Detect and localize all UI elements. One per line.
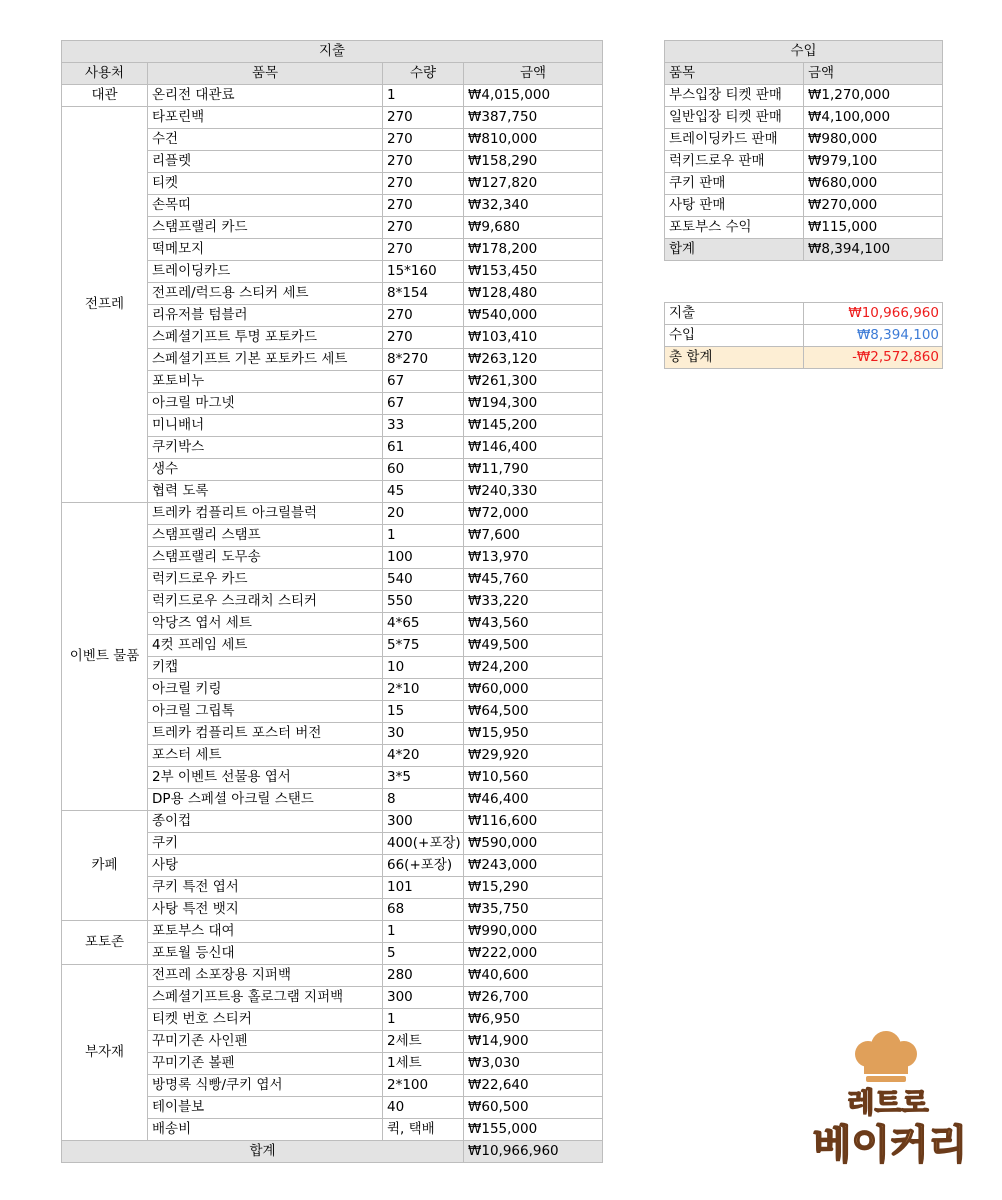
item-cell: 트레이딩카드 bbox=[148, 261, 383, 283]
amount-cell: ₩11,790 bbox=[464, 459, 603, 481]
qty-cell: 280 bbox=[383, 965, 464, 987]
amount-cell: ₩15,950 bbox=[464, 723, 603, 745]
qty-cell: 68 bbox=[383, 899, 464, 921]
qty-cell: 300 bbox=[383, 811, 464, 833]
qty-cell: 540 bbox=[383, 569, 464, 591]
amount-cell: ₩158,290 bbox=[464, 151, 603, 173]
item-cell: 쿠키박스 bbox=[148, 437, 383, 459]
amount-cell: ₩15,290 bbox=[464, 877, 603, 899]
income-amount-cell: ₩980,000 bbox=[804, 129, 943, 151]
amount-cell: ₩145,200 bbox=[464, 415, 603, 437]
item-cell: 티켓 번호 스티커 bbox=[148, 1009, 383, 1031]
qty-cell: 5 bbox=[383, 943, 464, 965]
income-total-amount: ₩8,394,100 bbox=[804, 239, 943, 261]
income-amount-cell: ₩979,100 bbox=[804, 151, 943, 173]
item-cell: 포토부스 대여 bbox=[148, 921, 383, 943]
income-amount-cell: ₩680,000 bbox=[804, 173, 943, 195]
summary-expense-value: ₩10,966,960 bbox=[804, 303, 943, 325]
item-cell: 꾸미기존 사인펜 bbox=[148, 1031, 383, 1053]
header-usage: 사용처 bbox=[62, 63, 148, 85]
table-row bbox=[665, 129, 943, 151]
qty-cell: 101 bbox=[383, 877, 464, 899]
logo-line2: 베이커리 bbox=[812, 1122, 968, 1168]
qty-cell: 300 bbox=[383, 987, 464, 1009]
item-cell: 사탕 특전 뱃지 bbox=[148, 899, 383, 921]
income-item-cell: 일반입장 티켓 판매 bbox=[665, 107, 804, 129]
item-cell: 스페셜기프트 기본 포토카드 세트 bbox=[148, 349, 383, 371]
item-cell: 트레카 컴플리트 아크릴블럭 bbox=[148, 503, 383, 525]
expense-total-label: 합계 bbox=[62, 1141, 464, 1163]
category-cell: 대관 bbox=[62, 85, 148, 107]
qty-cell: 45 bbox=[383, 481, 464, 503]
amount-cell: ₩22,640 bbox=[464, 1075, 603, 1097]
expense-table bbox=[61, 40, 603, 1163]
qty-cell: 1 bbox=[383, 85, 464, 107]
qty-cell: 퀵, 택배 bbox=[383, 1119, 464, 1141]
qty-cell: 1 bbox=[383, 921, 464, 943]
amount-cell: ₩153,450 bbox=[464, 261, 603, 283]
category-cell: 부자재 bbox=[62, 965, 148, 1141]
amount-cell: ₩155,000 bbox=[464, 1119, 603, 1141]
summary-total-label: 총 합계 bbox=[665, 347, 804, 369]
qty-cell: 60 bbox=[383, 459, 464, 481]
amount-cell: ₩45,760 bbox=[464, 569, 603, 591]
item-cell: 2부 이벤트 선물용 엽서 bbox=[148, 767, 383, 789]
bakery-logo bbox=[800, 1030, 980, 1170]
item-cell: 포토월 등신대 bbox=[148, 943, 383, 965]
amount-cell: ₩261,300 bbox=[464, 371, 603, 393]
income-title: 수입 bbox=[665, 41, 943, 63]
amount-cell: ₩10,560 bbox=[464, 767, 603, 789]
qty-cell: 270 bbox=[383, 305, 464, 327]
expense-title: 지출 bbox=[62, 41, 603, 63]
income-header-amount: 금액 bbox=[804, 63, 943, 85]
item-cell: 티켓 bbox=[148, 173, 383, 195]
item-cell: 꾸미기존 볼펜 bbox=[148, 1053, 383, 1075]
amount-cell: ₩4,015,000 bbox=[464, 85, 603, 107]
item-cell: 스페셜기프트용 홀로그램 지퍼백 bbox=[148, 987, 383, 1009]
amount-cell: ₩103,410 bbox=[464, 327, 603, 349]
amount-cell: ₩3,030 bbox=[464, 1053, 603, 1075]
table-row bbox=[62, 811, 603, 833]
qty-cell: 67 bbox=[383, 393, 464, 415]
qty-cell: 20 bbox=[383, 503, 464, 525]
amount-cell: ₩194,300 bbox=[464, 393, 603, 415]
amount-cell: ₩13,970 bbox=[464, 547, 603, 569]
summary-expense-label: 지출 bbox=[665, 303, 804, 325]
summary-income-label: 수입 bbox=[665, 325, 804, 347]
income-item-cell: 럭키드로우 판매 bbox=[665, 151, 804, 173]
qty-cell: 15 bbox=[383, 701, 464, 723]
qty-cell: 1 bbox=[383, 525, 464, 547]
item-cell: 생수 bbox=[148, 459, 383, 481]
income-table bbox=[664, 40, 943, 261]
qty-cell: 8 bbox=[383, 789, 464, 811]
amount-cell: ₩46,400 bbox=[464, 789, 603, 811]
amount-cell: ₩60,000 bbox=[464, 679, 603, 701]
qty-cell: 100 bbox=[383, 547, 464, 569]
qty-cell: 400(+포장) bbox=[383, 833, 464, 855]
item-cell: 리유저블 텀블러 bbox=[148, 305, 383, 327]
amount-cell: ₩116,600 bbox=[464, 811, 603, 833]
qty-cell: 66(+포장) bbox=[383, 855, 464, 877]
item-cell: 사탕 bbox=[148, 855, 383, 877]
qty-cell: 270 bbox=[383, 217, 464, 239]
income-item-cell: 부스입장 티켓 판매 bbox=[665, 85, 804, 107]
item-cell: 럭키드로우 스크래치 스티커 bbox=[148, 591, 383, 613]
income-item-cell: 포토부스 수익 bbox=[665, 217, 804, 239]
amount-cell: ₩43,560 bbox=[464, 613, 603, 635]
header-qty: 수량 bbox=[383, 63, 464, 85]
item-cell: 쿠키 bbox=[148, 833, 383, 855]
qty-cell: 270 bbox=[383, 107, 464, 129]
item-cell: 떡메모지 bbox=[148, 239, 383, 261]
qty-cell: 61 bbox=[383, 437, 464, 459]
chef-hat-icon bbox=[855, 1031, 917, 1082]
amount-cell: ₩60,500 bbox=[464, 1097, 603, 1119]
item-cell: 종이컵 bbox=[148, 811, 383, 833]
amount-cell: ₩7,600 bbox=[464, 525, 603, 547]
table-row bbox=[62, 921, 603, 943]
qty-cell: 2세트 bbox=[383, 1031, 464, 1053]
qty-cell: 2*10 bbox=[383, 679, 464, 701]
item-cell: 배송비 bbox=[148, 1119, 383, 1141]
amount-cell: ₩178,200 bbox=[464, 239, 603, 261]
qty-cell: 8*154 bbox=[383, 283, 464, 305]
qty-cell: 550 bbox=[383, 591, 464, 613]
item-cell: 타포린백 bbox=[148, 107, 383, 129]
amount-cell: ₩590,000 bbox=[464, 833, 603, 855]
qty-cell: 5*75 bbox=[383, 635, 464, 657]
summary-income-value: ₩8,394,100 bbox=[804, 325, 943, 347]
item-cell: 키캡 bbox=[148, 657, 383, 679]
table-row bbox=[665, 217, 943, 239]
item-cell: 수건 bbox=[148, 129, 383, 151]
qty-cell: 33 bbox=[383, 415, 464, 437]
amount-cell: ₩14,900 bbox=[464, 1031, 603, 1053]
item-cell: 온리전 대관료 bbox=[148, 85, 383, 107]
table-row bbox=[665, 85, 943, 107]
amount-cell: ₩128,480 bbox=[464, 283, 603, 305]
item-cell: 아크릴 마그넷 bbox=[148, 393, 383, 415]
table-row bbox=[665, 173, 943, 195]
item-cell: DP용 스페셜 아크릴 스탠드 bbox=[148, 789, 383, 811]
amount-cell: ₩127,820 bbox=[464, 173, 603, 195]
item-cell: 포토비누 bbox=[148, 371, 383, 393]
category-cell: 카페 bbox=[62, 811, 148, 921]
table-row bbox=[62, 85, 603, 107]
item-cell: 전프레/럭드용 스티커 세트 bbox=[148, 283, 383, 305]
expense-body bbox=[62, 85, 603, 1141]
category-cell: 이벤트 물품 bbox=[62, 503, 148, 811]
item-cell: 악당즈 엽서 세트 bbox=[148, 613, 383, 635]
amount-cell: ₩222,000 bbox=[464, 943, 603, 965]
income-item-cell: 트레이딩카드 판매 bbox=[665, 129, 804, 151]
amount-cell: ₩540,000 bbox=[464, 305, 603, 327]
category-cell: 전프레 bbox=[62, 107, 148, 503]
table-row bbox=[665, 151, 943, 173]
category-cell: 포토존 bbox=[62, 921, 148, 965]
income-item-cell: 사탕 판매 bbox=[665, 195, 804, 217]
item-cell: 손목띠 bbox=[148, 195, 383, 217]
table-row bbox=[665, 195, 943, 217]
qty-cell: 270 bbox=[383, 173, 464, 195]
item-cell: 스탬프랠리 도무송 bbox=[148, 547, 383, 569]
income-body bbox=[665, 85, 943, 239]
amount-cell: ₩72,000 bbox=[464, 503, 603, 525]
qty-cell: 40 bbox=[383, 1097, 464, 1119]
item-cell: 4컷 프레임 세트 bbox=[148, 635, 383, 657]
table-row bbox=[62, 965, 603, 987]
amount-cell: ₩387,750 bbox=[464, 107, 603, 129]
qty-cell: 4*65 bbox=[383, 613, 464, 635]
qty-cell: 1세트 bbox=[383, 1053, 464, 1075]
amount-cell: ₩263,120 bbox=[464, 349, 603, 371]
item-cell: 테이블보 bbox=[148, 1097, 383, 1119]
qty-cell: 270 bbox=[383, 151, 464, 173]
item-cell: 스탬프랠리 카드 bbox=[148, 217, 383, 239]
income-amount-cell: ₩270,000 bbox=[804, 195, 943, 217]
amount-cell: ₩810,000 bbox=[464, 129, 603, 151]
amount-cell: ₩24,200 bbox=[464, 657, 603, 679]
income-item-cell: 쿠키 판매 bbox=[665, 173, 804, 195]
item-cell: 쿠키 특전 엽서 bbox=[148, 877, 383, 899]
qty-cell: 270 bbox=[383, 239, 464, 261]
amount-cell: ₩26,700 bbox=[464, 987, 603, 1009]
income-header-item: 품목 bbox=[665, 63, 804, 85]
table-row bbox=[62, 107, 603, 129]
amount-cell: ₩40,600 bbox=[464, 965, 603, 987]
qty-cell: 4*20 bbox=[383, 745, 464, 767]
income-amount-cell: ₩1,270,000 bbox=[804, 85, 943, 107]
summary-table bbox=[664, 302, 943, 369]
income-total-label: 합계 bbox=[665, 239, 804, 261]
item-cell: 트레카 컴플리트 포스터 버전 bbox=[148, 723, 383, 745]
header-item: 품목 bbox=[148, 63, 383, 85]
qty-cell: 8*270 bbox=[383, 349, 464, 371]
qty-cell: 3*5 bbox=[383, 767, 464, 789]
amount-cell: ₩35,750 bbox=[464, 899, 603, 921]
table-row bbox=[665, 107, 943, 129]
income-amount-cell: ₩115,000 bbox=[804, 217, 943, 239]
amount-cell: ₩9,680 bbox=[464, 217, 603, 239]
amount-cell: ₩64,500 bbox=[464, 701, 603, 723]
table-row bbox=[62, 503, 603, 525]
item-cell: 아크릴 키링 bbox=[148, 679, 383, 701]
qty-cell: 10 bbox=[383, 657, 464, 679]
item-cell: 리플렛 bbox=[148, 151, 383, 173]
amount-cell: ₩6,950 bbox=[464, 1009, 603, 1031]
summary-total-value: -₩2,572,860 bbox=[804, 347, 943, 369]
amount-cell: ₩990,000 bbox=[464, 921, 603, 943]
amount-cell: ₩49,500 bbox=[464, 635, 603, 657]
qty-cell: 270 bbox=[383, 195, 464, 217]
qty-cell: 15*160 bbox=[383, 261, 464, 283]
item-cell: 아크릴 그립톡 bbox=[148, 701, 383, 723]
item-cell: 미니배너 bbox=[148, 415, 383, 437]
qty-cell: 2*100 bbox=[383, 1075, 464, 1097]
item-cell: 스탬프랠리 스탬프 bbox=[148, 525, 383, 547]
item-cell: 방명록 식빵/쿠키 엽서 bbox=[148, 1075, 383, 1097]
item-cell: 포스터 세트 bbox=[148, 745, 383, 767]
item-cell: 협력 도록 bbox=[148, 481, 383, 503]
income-amount-cell: ₩4,100,000 bbox=[804, 107, 943, 129]
item-cell: 스페셜기프트 투명 포토카드 bbox=[148, 327, 383, 349]
expense-total-amount: ₩10,966,960 bbox=[464, 1141, 603, 1163]
amount-cell: ₩146,400 bbox=[464, 437, 603, 459]
qty-cell: 270 bbox=[383, 327, 464, 349]
amount-cell: ₩33,220 bbox=[464, 591, 603, 613]
amount-cell: ₩240,330 bbox=[464, 481, 603, 503]
amount-cell: ₩29,920 bbox=[464, 745, 603, 767]
amount-cell: ₩32,340 bbox=[464, 195, 603, 217]
item-cell: 전프레 소포장용 지퍼백 bbox=[148, 965, 383, 987]
qty-cell: 1 bbox=[383, 1009, 464, 1031]
logo-line1: 레트로 bbox=[847, 1086, 929, 1119]
amount-cell: ₩243,000 bbox=[464, 855, 603, 877]
qty-cell: 67 bbox=[383, 371, 464, 393]
qty-cell: 30 bbox=[383, 723, 464, 745]
item-cell: 럭키드로우 카드 bbox=[148, 569, 383, 591]
qty-cell: 270 bbox=[383, 129, 464, 151]
header-amount: 금액 bbox=[464, 63, 603, 85]
